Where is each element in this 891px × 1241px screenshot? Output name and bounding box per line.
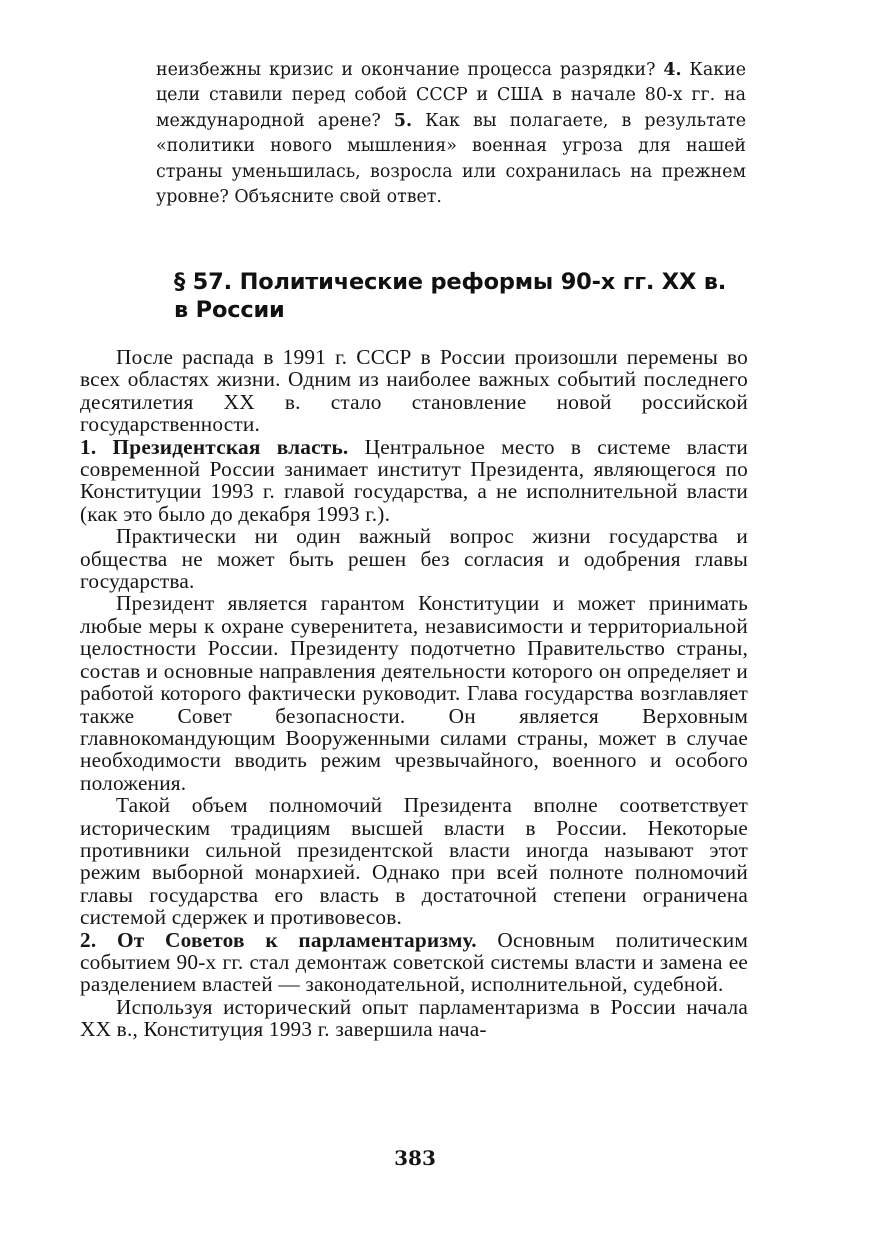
section-title-line2: в России: [174, 297, 285, 323]
subsection-title-2: 2. От Советов к парламентаризму.: [80, 927, 477, 952]
subsection-title-1: 1. Президентская власть.: [80, 434, 349, 459]
paragraph-4: Такой объем полномочий Президента вполне соответствует историческим традициям высшей власти в России. Некоторые противники сильной президентской власти иногда называют этот режим выборной монархией. Однако при всей полноте полномочий главы государства его власть в достаточной степени ограничена системой сдержек и противовесов.: [80, 793, 748, 930]
paragraph-parliamentarism: [80, 929, 748, 996]
review-questions: [156, 58, 746, 210]
paragraph-6: Используя исторический опыт парламентаризма в России начала XX в., Конституция 1993 г. завершила нача-: [80, 994, 748, 1042]
page-number: 383: [394, 1146, 436, 1170]
question-4-number: 4.: [663, 60, 682, 80]
question-5-number: 5.: [393, 110, 413, 131]
question-5-text: Как вы полагаете, в результате «политики нового мышления» военная угроза для нашей страны уменьшилась, возросла или сохранилась на прежнем уровне? Объясните свой ответ.: [156, 110, 746, 208]
paragraph-2: Практически ни один важный вопрос жизни государства и общества не может быть решен без согласия и одобрения главы государства.: [80, 524, 748, 594]
question-text-part1: неизбежны кризис и окончание процесса разрядки?: [156, 60, 664, 80]
paragraph-intro: После распада в 1991 г. СССР в России произошли перемены во всех областях жизни. Одним из наиболее важных событий последнего десятилетия XX в. стало становление новой российской государственности.: [80, 345, 748, 437]
subsection-text-2: Основным политическим событием 90-х гг. стал демонтаж советской системы власти и замена ее разделением властей — законодательной, исполнительной, судебной.: [80, 927, 748, 997]
section-title-line1: § 57. Политические реформы 90-х гг. XX в.: [174, 269, 727, 295]
section-heading: [174, 268, 734, 324]
section-body: [80, 346, 748, 1041]
subsection-text-1: Центральное место в системе власти современной России занимает институт Президента, являющегося по Конституции 1993 г. главой государства, а не исполнительной власти (как это было до декабря 1993 г.).: [80, 434, 749, 526]
question-4-text: Какие цели ставили перед собой СССР и США в начале 80-х гг. на международной арене?: [156, 60, 747, 131]
paragraph-3: Президент является гарантом Конституции и может принимать любые меры к охране суверенитета, независимости и территориальной целостности России. Президенту подотчетно Правительство страны, состав и основные направления деятельности которого он определяет и работой которого фактически руководит. Глава государства возглавляет также Совет безопасности. Он является Верховным главнокомандующим Вооруженными силами страны, может в случае необходимости вводить режим чрезвычайного, военного и особого положения.: [80, 591, 748, 795]
paragraph-presidential-power: [80, 436, 748, 526]
